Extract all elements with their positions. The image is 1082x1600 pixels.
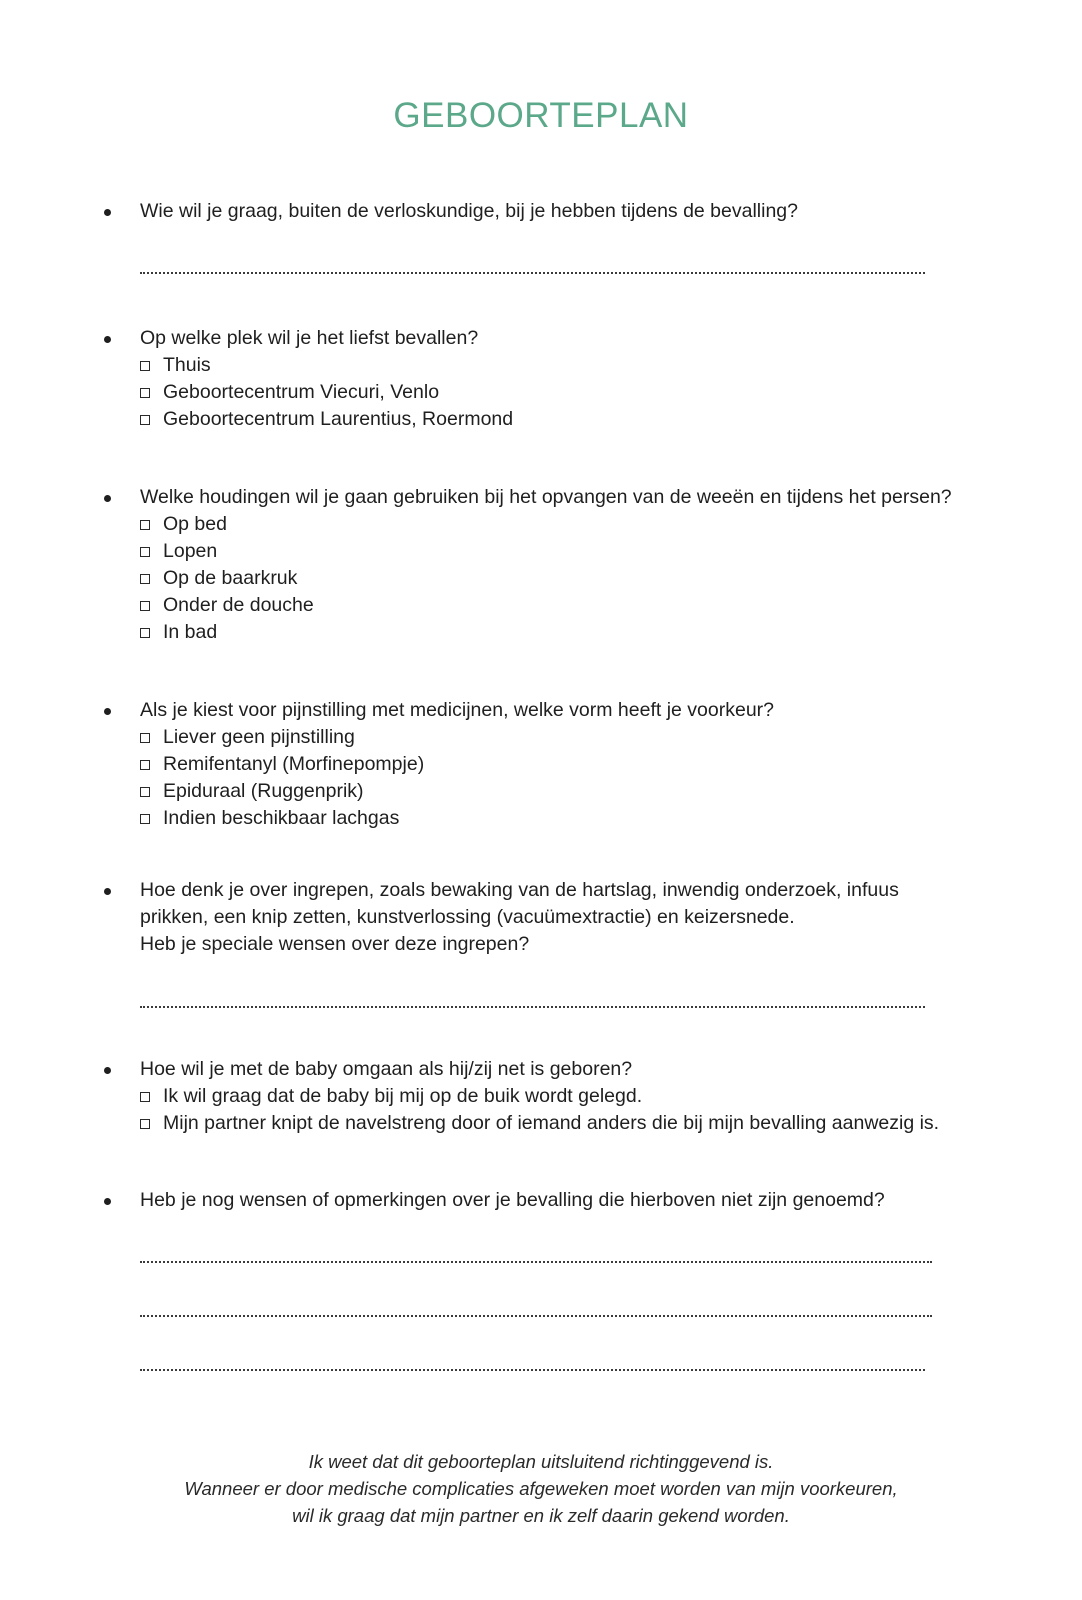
- checkbox-icon[interactable]: [140, 415, 150, 425]
- option-baarkruk[interactable]: Op de baarkruk: [104, 565, 1004, 592]
- question-text: Hoe wil je met de baby omgaan als hij/zij net is geboren?: [104, 1056, 1004, 1083]
- option-geen-pijnstilling[interactable]: Liever geen pijnstilling: [104, 724, 1004, 751]
- option-douche[interactable]: Onder de douche: [104, 592, 1004, 619]
- question-text-line: Heb je speciale wensen over deze ingrepen?: [140, 933, 530, 955]
- question-text: Heb je nog wensen of opmerkingen over je bevalling die hierboven niet zijn genoemd?: [104, 1187, 1004, 1214]
- question-text-line: prikken, een knip zetten, kunstverlossing (vacuümextractie) en keizersnede.: [140, 906, 795, 928]
- question-1: [104, 198, 1004, 225]
- bullet-icon: [104, 888, 111, 895]
- option-laurentius[interactable]: Geboortecentrum Laurentius, Roermond: [104, 406, 1004, 433]
- bullet-icon: [104, 1198, 111, 1205]
- question-4: [104, 697, 1004, 832]
- checkbox-icon[interactable]: [140, 1092, 150, 1102]
- footer-disclaimer: [0, 1448, 1082, 1529]
- question-text: Wie wil je graag, buiten de verloskundige, bij je hebben tijdens de bevalling?: [104, 198, 1004, 225]
- checkbox-icon[interactable]: [140, 361, 150, 371]
- question-text: Op welke plek wil je het liefst bevallen?: [104, 325, 1004, 352]
- option-baby-op-buik[interactable]: Ik wil graag dat de baby bij mij op de buik wordt gelegd.: [104, 1083, 1004, 1110]
- answer-line-7c[interactable]: [140, 1351, 925, 1371]
- bullet-icon: [104, 1067, 111, 1074]
- option-op-bed[interactable]: Op bed: [104, 511, 1004, 538]
- page-title: GEBOORTEPLAN: [393, 96, 689, 135]
- question-text: Hoe denk je over ingrepen, zoals bewaking van de hartslag, inwendig onderzoek, infuus: [104, 877, 1004, 904]
- bullet-icon: [104, 336, 111, 343]
- question-7: [104, 1187, 1004, 1214]
- question-2: [104, 325, 1004, 433]
- checkbox-icon[interactable]: [140, 388, 150, 398]
- checkbox-icon[interactable]: [140, 547, 150, 557]
- checkbox-icon[interactable]: [140, 733, 150, 743]
- bullet-icon: [104, 495, 111, 502]
- checkbox-icon[interactable]: [140, 760, 150, 770]
- bullet-icon: [104, 708, 111, 715]
- option-thuis[interactable]: Thuis: [104, 352, 1004, 379]
- question-text: Als je kiest voor pijnstilling met medicijnen, welke vorm heeft je voorkeur?: [104, 697, 1004, 724]
- checkbox-icon[interactable]: [140, 601, 150, 611]
- option-navelstreng[interactable]: Mijn partner knipt de navelstreng door of iemand anders die bij mijn bevalling aanwezig is.: [104, 1110, 1004, 1137]
- checkbox-icon[interactable]: [140, 520, 150, 530]
- checkbox-icon[interactable]: [140, 1119, 150, 1129]
- checkbox-icon[interactable]: [140, 814, 150, 824]
- answer-line-7a[interactable]: [140, 1243, 932, 1263]
- question-5: [104, 877, 1004, 958]
- footer-line: Wanneer er door medische complicaties afgeweken moet worden van mijn voorkeuren,: [184, 1478, 898, 1499]
- answer-line-1[interactable]: [140, 254, 925, 274]
- option-epiduraal[interactable]: Epiduraal (Ruggenprik): [104, 778, 1004, 805]
- footer-line: Ik weet dat dit geboorteplan uitsluitend richtinggevend is.: [308, 1451, 774, 1472]
- checkbox-icon[interactable]: [140, 787, 150, 797]
- question-text: Welke houdingen wil je gaan gebruiken bij het opvangen van de weeën en tijdens het persen?: [104, 484, 1004, 511]
- checkbox-icon[interactable]: [140, 574, 150, 584]
- option-in-bad[interactable]: In bad: [104, 619, 1004, 646]
- checkbox-icon[interactable]: [140, 628, 150, 638]
- answer-line-5[interactable]: [140, 988, 925, 1008]
- option-lachgas[interactable]: Indien beschikbaar lachgas: [104, 805, 1004, 832]
- option-lopen[interactable]: Lopen: [104, 538, 1004, 565]
- footer-line: wil ik graag dat mijn partner en ik zelf daarin gekend worden.: [292, 1505, 790, 1526]
- bullet-icon: [104, 209, 111, 216]
- question-6: [104, 1056, 1004, 1137]
- question-3: [104, 484, 1004, 646]
- option-viecuri[interactable]: Geboortecentrum Viecuri, Venlo: [104, 379, 1004, 406]
- answer-line-7b[interactable]: [140, 1297, 932, 1317]
- option-remifentanyl[interactable]: Remifentanyl (Morfinepompje): [104, 751, 1004, 778]
